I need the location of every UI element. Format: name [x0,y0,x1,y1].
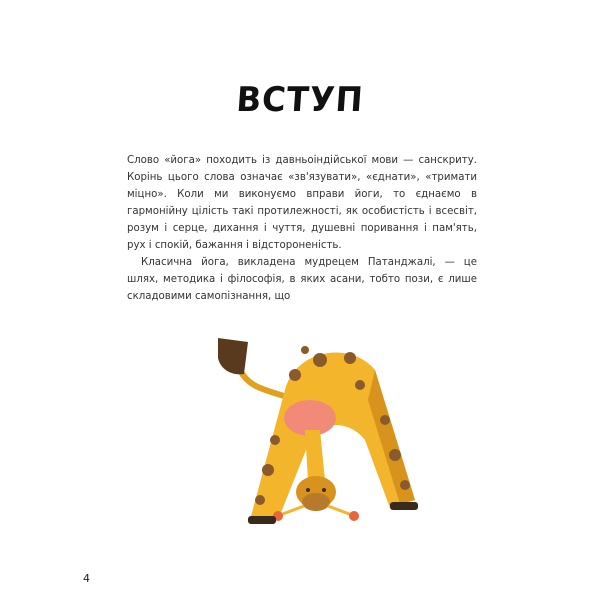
body-text [127,152,477,305]
ossicone-right [349,511,359,521]
page-number: 4 [83,572,90,585]
giraffe-eye-right [322,488,326,492]
hoof-right [390,502,418,510]
paragraph-2: Класична йога, викладена мудрецем Патанджалі, — це шлях, методика і філософія, в яких асани, тобто пози, є лише складовими самопізнання, що [127,257,477,302]
hoof-left [248,516,276,524]
page-title: ВСТУП [235,80,365,120]
giraffe-neck [305,430,325,480]
giraffe-eye-left [306,488,310,492]
giraffe-tail-tuft [218,338,248,374]
paragraph-1: Слово «йога» походить із давньоіндійської мови — санскриту. Корінь цього слова означає «зв'язувати», «єднати», «тримати міцно». Коли ми виконуємо вправи йоги, то єднаємо в гармонійну цілість такі протилежності, як особистість і всесвіт, розум і серце, дихання і чуття, душевні поривання і пам'ять, рух і спокій, бажання і відстороненість. [127,155,477,251]
giraffe-yoga-illustration [200,330,440,530]
